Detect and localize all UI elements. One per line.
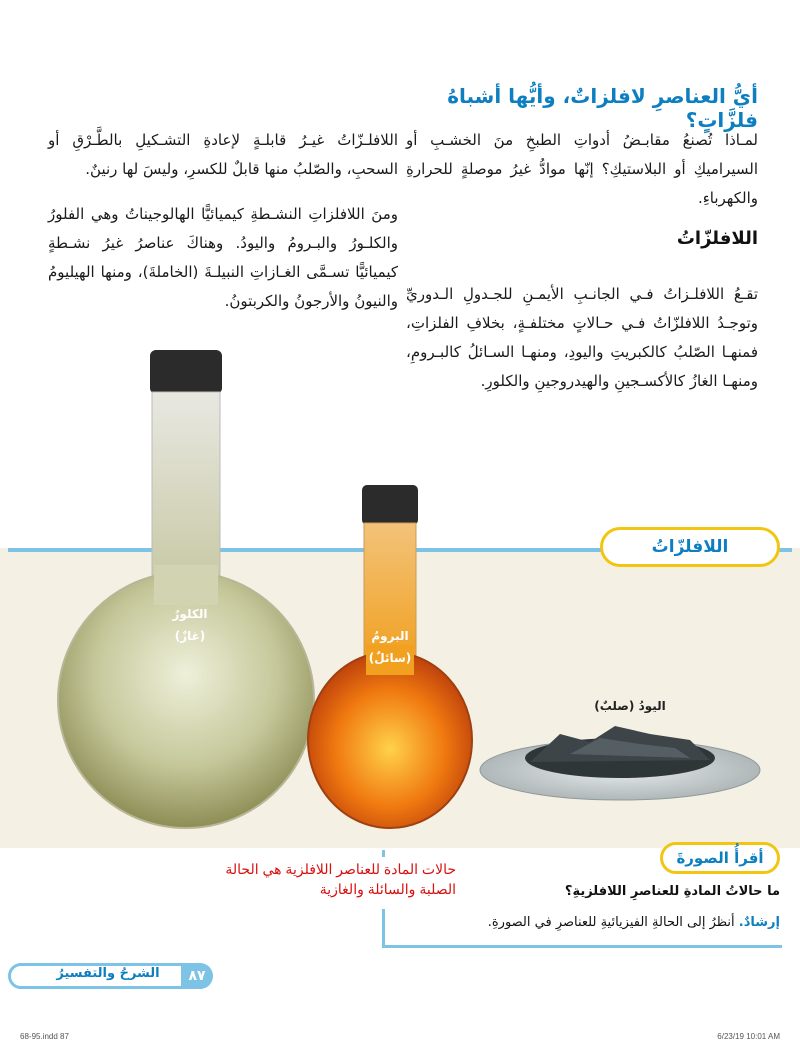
read-picture-question: ما حالاتُ المادةِ للعناصرِ اللافلزيةِ؟ [564,884,780,899]
bromine-stopper [362,485,418,525]
chlorine-flask [58,350,314,828]
read-picture-title: أقرأُ الصورةَ [660,842,780,874]
chlorine-stopper [150,350,222,394]
page-number: ٨٧ [181,963,213,989]
footer-title: الشرحُ والتفسيرُ [56,966,160,981]
print-date: 6/23/19 10:01 AM [717,1032,780,1041]
chlorine-label-state: (غازٌ) [174,629,206,643]
intro-paragraph: لمـاذا تُصنعُ مقابـضُ أدواتِ الطبخِ منَ الخشـبِ أو السيراميكِ أو البلاستيكِ؟ إنّها موادُّ غيرُ موصلةٍ للحرارةِ والكهرباءِ. [406,131,758,207]
hint-text: أنظرُ إلى الحالةِ الفيزيائيةِ للعناصرِ في الصورةِ. [487,915,739,930]
section-heading: أيُّ العناصرِ لافلزاتٌ، وأيُّها أشباهُ فلزَّاتٍ؟ [447,84,758,132]
hint-label: إرشادٌ. [738,915,780,930]
answer-text: حالات المادة للعناصر اللافلزية هي الحالة الصلبة والسائلة والغازية [190,857,462,909]
iodine-plate [480,726,760,800]
left-paragraph-2: ومنَ اللافلزاتِ النشـطةِ كيميائيًّا الهالوجيناتُ وهي الفلورُ والكلـورُ والبـرومُ واليودُ. وهناكَ عناصرُ غيرُ نشـطةٍ كيميائيًّا تسـمَّى الغـازاتِ النبيلـةَ (الخاملةَ)، ومنها الهيليومُ والنيونُ والأرجونُ والكربتونُ. [48,205,398,310]
bromine-label-state: (سائلٌ) [368,651,412,665]
nonmetals-paragraph: تقـعُ اللافلـزاتُ فـي الجانـبِ الأيمـنِ للجـدولِ الـدوريِّ وتوجـدُ اللافلزّاتُ فـي حـالاتٍ مختلفـةٍ، بخلافِ الفلزاتِ، فمنهـا الصّلبُ كالكبريتِ واليودِ، ومنهـا السـائلُ كالبـرومِ، ومنهـا الغازُ كالأكسـجينِ والهيدروجينِ والكلورِ. [406,285,758,390]
chlorine-label-name: الكلورُ [172,607,208,621]
bromine-label-name: البرومُ [371,629,409,643]
figure-title: اللافلزّاتُ [600,527,780,567]
nonmetals-photo [0,330,800,850]
subheading-nonmetals: اللافلزّاتُ [676,228,758,249]
left-paragraph-1: اللافلـزّاتُ غيـرُ قابلـةٍ لإعادةِ التشـكيلِ بالطَّـرْقِ أو السحبِ، والصّلبُ منها قابلٌ للكسرِ، وليسَ لها رنينٌ. [48,131,398,178]
read-picture-hint [488,915,780,930]
iodine-label: اليودُ (صلبٌ) [594,699,666,713]
print-file: 68-95.indd 87 [20,1032,69,1041]
